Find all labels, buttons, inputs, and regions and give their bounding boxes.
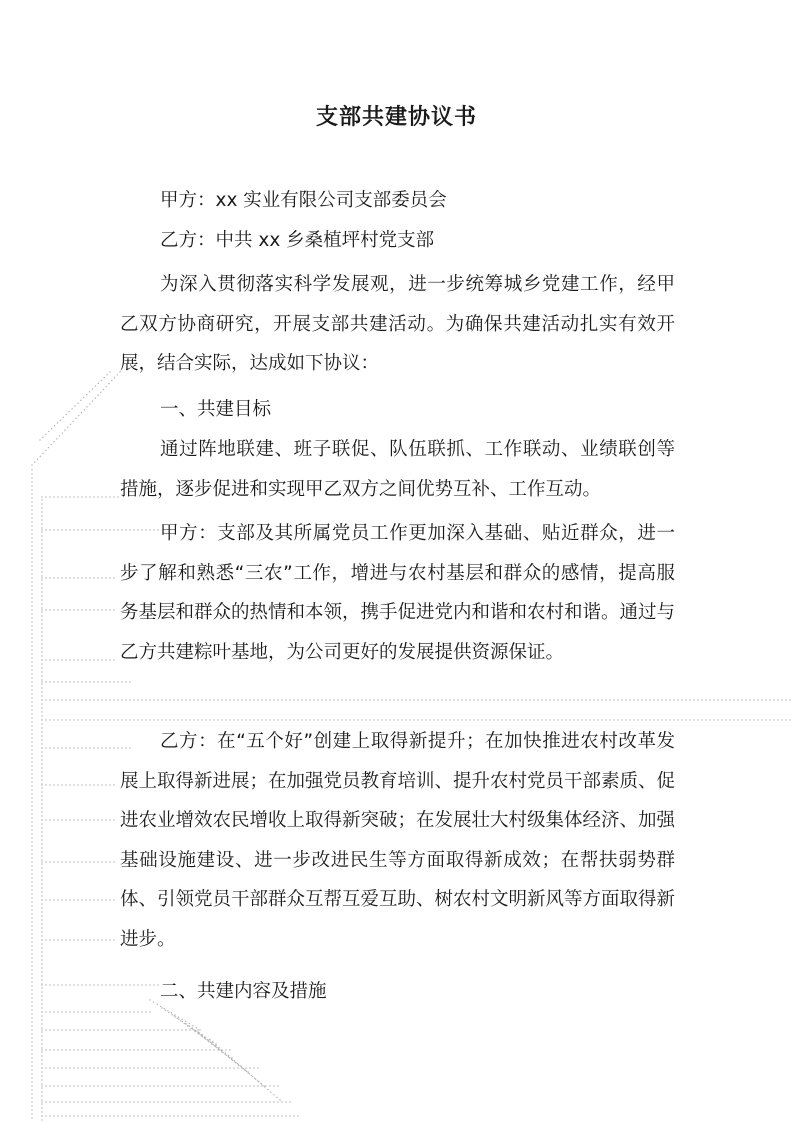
section2-heading: 二、共建内容及措施 (160, 981, 327, 1002)
section1-heading: 一、共建目标 (160, 399, 272, 420)
section1-paragraph: 通过阵地联建、班子联促、队伍联抓、工作联动、业绩联创等措施，逐步促进和实现甲乙双方之间优势互补、工作互动。 (120, 439, 675, 500)
party-a-line: 甲方：xx 实业有限公司支部委员会 (160, 190, 447, 211)
party-b-line: 乙方：中共 xx 乡桑植坪村党支部 (160, 230, 435, 251)
document-title: 支部共建协议书 (315, 105, 477, 130)
intro-paragraph: 为深入贯彻落实科学发展观，进一步统筹城乡党建工作，经甲乙双方协商研究，开展支部共建活动。为确保共建活动扎实有效开展，结合实际，达成如下协议： (120, 274, 675, 375)
party-b-goal-paragraph: 乙方：在“五个好”创建上取得新提升；在加快推进农村改革发展上取得新进展；在加强党员教育培训、提升农村党员干部素质、促进农业增效农民增收上取得新突破；在发展壮大村级集体经济、加强基础设施建设、进一步改进民生等方面取得新成效；在帮扶弱势群体、引领党员干部群众互帮互爱互助、树农村文明新风等方面取得新进步。 (120, 731, 676, 950)
party-a-goal-paragraph: 甲方：支部及其所属党员工作更加深入基础、贴近群众，进一步了解和熟悉“三农”工作，增进与农村基层和群众的感情，提高服务基层和群众的热情和本领，携手促进党内和谐和农村和谐。通过与乙方共建粽叶基地，为公司更好的发展提供资源保证。 (120, 523, 676, 663)
